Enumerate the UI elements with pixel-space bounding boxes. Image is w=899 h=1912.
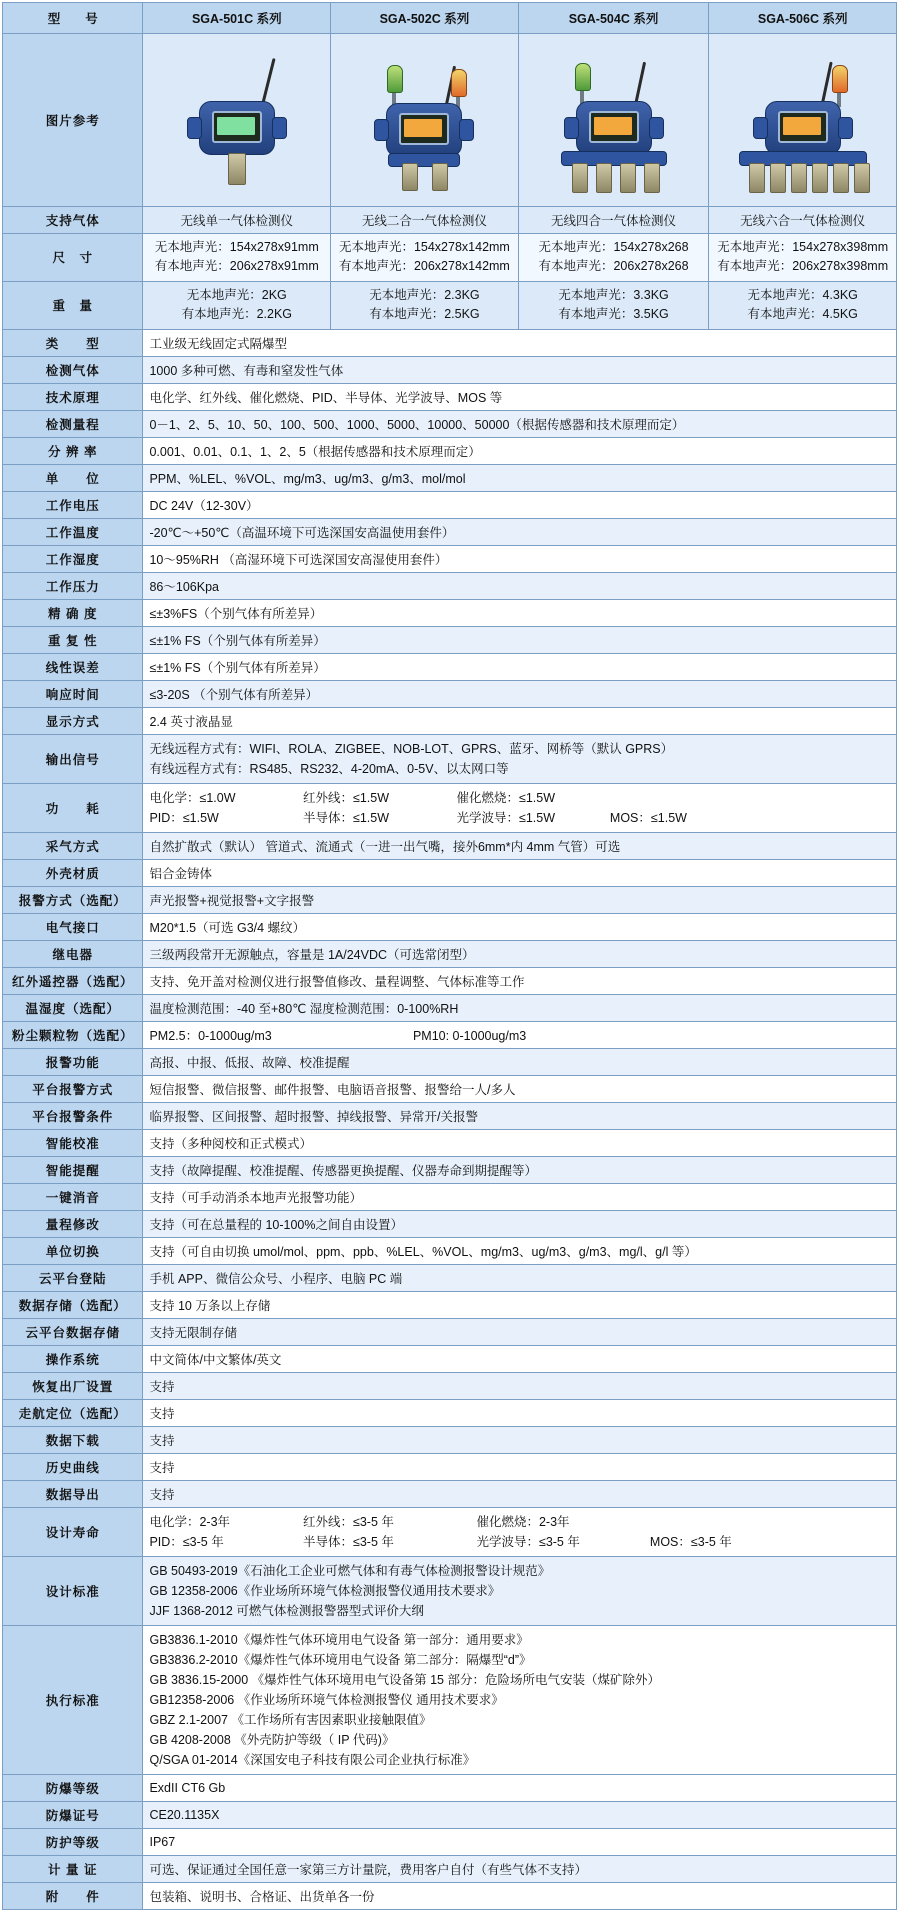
- row-value-mute: 支持（可手动消杀本地声光报警功能）: [143, 1183, 897, 1210]
- size-4-line1: 无本地声光：154x278x398mm: [717, 240, 889, 254]
- table-row-ip-rating: [3, 1828, 897, 1855]
- table-row-factory-reset: [3, 1372, 897, 1399]
- table-row-pictures: [3, 34, 897, 207]
- row-value-type: 工业级无线固定式隔爆型: [143, 329, 897, 356]
- row-label-sampling: 采气方式: [3, 832, 143, 859]
- table-row-platform-alarm-type: [3, 1075, 897, 1102]
- table-row-resolution: [3, 437, 897, 464]
- row-label-platform-alarm-type: 平台报警方式: [3, 1075, 143, 1102]
- table-row-cloud-login: [3, 1264, 897, 1291]
- row-value-ir-remote: 支持、免开盖对检测仪进行报警值修改、量程调整、气体标准等工作: [143, 967, 897, 994]
- table-row-history-curve: [3, 1453, 897, 1480]
- row-value-repeatability: ≤±1% FS（个别气体有所差异）: [143, 626, 897, 653]
- table-row-alarm-function: [3, 1048, 897, 1075]
- table-row-shell-material: [3, 859, 897, 886]
- lifespan-pid: PID：≤3-5 年: [149, 1534, 224, 1549]
- row-label-design-standard: 设计标准: [3, 1556, 143, 1625]
- row-label-output-signal: 输出信号: [3, 734, 143, 783]
- table-row-range-modify: [3, 1210, 897, 1237]
- row-value-cloud-login: 手机 APP、微信公众号、小程序、电脑 PC 端: [143, 1264, 897, 1291]
- row-value-factory-reset: 支持: [143, 1372, 897, 1399]
- table-row-ex-rating: [3, 1774, 897, 1801]
- gas-support-1: 无线单一气体检测仪: [143, 207, 331, 234]
- table-row-accessories: [3, 1882, 897, 1909]
- table-row-alarm-type: [3, 886, 897, 913]
- model-header-4: SGA-506C 系列: [709, 3, 897, 34]
- power-pid: PID：≤1.5W: [149, 810, 219, 825]
- gas-support-4: 无线六合一气体检测仪: [709, 207, 897, 234]
- weight-1-line2: 有本地声光：2.2KG: [181, 307, 292, 322]
- table-row-mute: [3, 1183, 897, 1210]
- table-row-mobile-positioning: [3, 1399, 897, 1426]
- size-3: [518, 234, 709, 282]
- row-label-lifespan: 设计寿命: [3, 1507, 143, 1556]
- row-value-lifespan: [143, 1507, 897, 1556]
- power-ir: 红外线：≤1.5W: [302, 790, 390, 805]
- table-row-unit: [3, 464, 897, 491]
- row-label-work-humidity: 工作湿度: [3, 545, 143, 572]
- table-row-gas-support: [3, 207, 897, 234]
- table-row-response-time: [3, 680, 897, 707]
- row-value-unit: PPM、%LEL、%VOL、mg/m3、ug/m3、g/m3、mol/mol: [143, 464, 897, 491]
- row-value-shell-material: 铝合金铸体: [143, 859, 897, 886]
- row-label-mute: 一键消音: [3, 1183, 143, 1210]
- lifespan-line2: [149, 1532, 890, 1552]
- row-value-response-time: ≤3-20S （个别气体有所差异）: [143, 680, 897, 707]
- table-row-range: [3, 410, 897, 437]
- row-label-principle: 技术原理: [3, 383, 143, 410]
- size-1: [143, 234, 331, 282]
- table-row-dust: [3, 1021, 897, 1048]
- weight-2-line2: 有本地声光：2.5KG: [369, 307, 480, 322]
- weight-4-line1: 无本地声光：4.3KG: [747, 287, 858, 302]
- table-row-metrology-cert: [3, 1855, 897, 1882]
- row-label-work-pressure: 工作压力: [3, 572, 143, 599]
- power-optical: 光学波导：≤1.5W: [456, 810, 555, 825]
- output-line1: 无线远程方式有：WIFI、ROLA、ZIGBEE、NOB-LOT、GPRS、蓝牙、网桥等（默认 GPRS）: [149, 741, 674, 756]
- row-label-repeatability: 重 复 性: [3, 626, 143, 653]
- row-value-mobile-positioning: 支持: [143, 1399, 897, 1426]
- row-value-unit-switch: 支持（可自由切换 umol/mol、ppm、ppb、%LEL、%VOL、mg/m3、ug/m3、g/m3、mg/l、g/l 等）: [143, 1237, 897, 1264]
- exec-std-line-6: GB 4208-2008 《外壳防护等级（ IP 代码)》: [149, 1732, 395, 1747]
- exec-std-line-4: GB12358-2006 《作业场所环境气体检测报警仪 通用技术要求》: [149, 1692, 504, 1707]
- table-row-temp-humidity: [3, 994, 897, 1021]
- size-3-line1: 无本地声光：154x278x268: [538, 240, 689, 254]
- table-row-data-export: [3, 1480, 897, 1507]
- table-row-principle: [3, 383, 897, 410]
- specification-table: [2, 2, 897, 1910]
- row-value-range: 0－1、2、5、10、50、100、500、1000、5000、10000、50000（根据传感器和技术原理而定）: [143, 410, 897, 437]
- table-row-unit-switch: [3, 1237, 897, 1264]
- row-label-unit: 单 位: [3, 464, 143, 491]
- row-value-ex-cert: CE20.1135X: [143, 1801, 897, 1828]
- row-label-range-modify: 量程修改: [3, 1210, 143, 1237]
- table-row-weight: [3, 281, 897, 329]
- row-label-platform-alarm-condition: 平台报警条件: [3, 1102, 143, 1129]
- size-4: [709, 234, 897, 282]
- row-value-principle: 电化学、红外线、催化燃烧、PID、半导体、光学波导、MOS 等: [143, 383, 897, 410]
- table-row-platform-alarm-condition: [3, 1102, 897, 1129]
- row-value-work-pressure: 86～106Kpa: [143, 572, 897, 599]
- row-value-os: 中文简体/中文繁体/英文: [143, 1345, 897, 1372]
- lifespan-line1: [149, 1512, 890, 1532]
- table-row-data-storage: [3, 1291, 897, 1318]
- table-row-accuracy: [3, 599, 897, 626]
- row-label-data-storage: 数据存储（选配）: [3, 1291, 143, 1318]
- row-label-data-export: 数据导出: [3, 1480, 143, 1507]
- table-row-power: [3, 783, 897, 832]
- size-1-line2: 有本地声光：206x278x91mm: [154, 259, 319, 274]
- weight-4-line2: 有本地声光：4.5KG: [747, 307, 858, 322]
- row-value-voltage: DC 24V（12-30V）: [143, 491, 897, 518]
- product-image-506c: [709, 34, 897, 207]
- row-value-resolution: 0.001、0.01、0.1、1、2、5（根据传感器和技术原理而定）: [143, 437, 897, 464]
- row-label-dust: 粉尘颗粒物（选配）: [3, 1021, 143, 1048]
- row-label-smart-calibration: 智能校准: [3, 1129, 143, 1156]
- table-row-size: [3, 234, 897, 282]
- table-row-voltage: [3, 491, 897, 518]
- row-label-response-time: 响应时间: [3, 680, 143, 707]
- size-4-line2: 有本地声光：206x278x398mm: [717, 259, 889, 274]
- row-value-platform-alarm-type: 短信报警、微信报警、邮件报警、电脑语音报警、报警给一人/多人: [143, 1075, 897, 1102]
- table-row-work-humidity: [3, 545, 897, 572]
- row-label-os: 操作系统: [3, 1345, 143, 1372]
- row-value-display: 2.4 英寸液晶显: [143, 707, 897, 734]
- table-row-electrical-interface: [3, 913, 897, 940]
- row-value-electrical-interface: M20*1.5（可选 G3/4 螺纹）: [143, 913, 897, 940]
- row-value-platform-alarm-condition: 临界报警、区间报警、超时报警、掉线报警、异常开/关报警: [143, 1102, 897, 1129]
- weight-3-line2: 有本地声光：3.5KG: [558, 307, 669, 322]
- dust-pm10: PM10: 0-1000ug/m3: [412, 1028, 527, 1043]
- row-value-dust: [143, 1021, 897, 1048]
- table-row-ir-remote: [3, 967, 897, 994]
- row-label-unit-switch: 单位切换: [3, 1237, 143, 1264]
- output-line2: 有线远程方式有：RS485、RS232、4-20mA、0-5V、以太网口等: [149, 761, 509, 776]
- row-label-display: 显示方式: [3, 707, 143, 734]
- row-value-power: [143, 783, 897, 832]
- spec-sheet: [0, 2, 899, 1910]
- row-value-data-storage: 支持 10 万条以上存储: [143, 1291, 897, 1318]
- exec-std-line-7: Q/SGA 01-2014《深国安电子科技有限公司企业执行标准》: [149, 1752, 476, 1767]
- row-label-voltage: 工作电压: [3, 491, 143, 518]
- table-row-cloud-storage: [3, 1318, 897, 1345]
- table-row-smart-reminder: [3, 1156, 897, 1183]
- table-row-design-standard: [3, 1556, 897, 1625]
- row-value-data-download: 支持: [143, 1426, 897, 1453]
- size-1-line1: 无本地声光：154x278x91mm: [154, 240, 319, 254]
- table-row-linearity: [3, 653, 897, 680]
- row-label-metrology-cert: 计 量 证: [3, 1855, 143, 1882]
- row-label-type: 类 型: [3, 329, 143, 356]
- size-2-line2: 有本地声光：206x278x142mm: [338, 259, 510, 274]
- row-value-linearity: ≤±1% FS（个别气体有所差异）: [143, 653, 897, 680]
- row-value-metrology-cert: 可选、保证通过全国任意一家第三方计量院，费用客户自付（有些气体不支持）: [143, 1855, 897, 1882]
- size-3-line2: 有本地声光：206x278x268: [538, 259, 689, 274]
- lifespan-catalytic: 催化燃烧：2-3年: [476, 1514, 570, 1529]
- lifespan-echem: 电化学：2-3年: [149, 1514, 231, 1529]
- row-label-alarm-function: 报警功能: [3, 1048, 143, 1075]
- table-row-sampling: [3, 832, 897, 859]
- row-value-range-modify: 支持（可在总量程的 10-100%之间自由设置）: [143, 1210, 897, 1237]
- table-row-model: [3, 3, 897, 34]
- exec-std-line-5: GBZ 2.1-2007 《工作场所有害因素职业接触限值》: [149, 1712, 432, 1727]
- row-label-work-temp: 工作温度: [3, 518, 143, 545]
- row-label-electrical-interface: 电气接口: [3, 913, 143, 940]
- power-echem: 电化学：≤1.0W: [149, 790, 236, 805]
- row-label-data-download: 数据下载: [3, 1426, 143, 1453]
- power-catalytic: 催化燃烧：≤1.5W: [456, 790, 555, 805]
- row-value-smart-reminder: 支持（故障提醒、校准提醒、传感器更换提醒、仪器寿命到期提醒等）: [143, 1156, 897, 1183]
- row-value-detect-gas: 1000 多种可燃、有毒和窒发性气体: [143, 356, 897, 383]
- row-label-detect-gas: 检测气体: [3, 356, 143, 383]
- row-value-accessories: 包装箱、说明书、合格证、出货单各一份: [143, 1882, 897, 1909]
- lifespan-optical: 光学波导：≤3-5 年: [476, 1534, 580, 1549]
- row-label-smart-reminder: 智能提醒: [3, 1156, 143, 1183]
- table-row-data-download: [3, 1426, 897, 1453]
- lifespan-semi: 半导体：≤3-5 年: [302, 1534, 394, 1549]
- table-row-work-temp: [3, 518, 897, 545]
- row-label-accessories: 附 件: [3, 1882, 143, 1909]
- row-label-range: 检测量程: [3, 410, 143, 437]
- row-label-relay: 继电器: [3, 940, 143, 967]
- row-value-design-standard: [143, 1556, 897, 1625]
- model-header-3: SGA-504C 系列: [518, 3, 709, 34]
- exec-std-line-2: GB3836.2-2010《爆炸性气体环境用电气设备 第二部分：隔爆型“d”》: [149, 1652, 532, 1667]
- model-header-1: SGA-501C 系列: [143, 3, 331, 34]
- row-label-cloud-storage: 云平台数据存储: [3, 1318, 143, 1345]
- weight-3-line1: 无本地声光：3.3KG: [558, 287, 669, 302]
- row-value-exec-standard: [143, 1625, 897, 1774]
- weight-1: [143, 281, 331, 329]
- row-label-exec-standard: 执行标准: [3, 1625, 143, 1774]
- row-value-relay: 三级两段常开无源触点，容量是 1A/24VDC（可选常闭型）: [143, 940, 897, 967]
- row-label-mobile-positioning: 走航定位（选配）: [3, 1399, 143, 1426]
- row-value-alarm-type: 声光报警+视觉报警+文字报警: [143, 886, 897, 913]
- row-value-work-humidity: 10～95%RH （高湿环境下可选深国安高湿使用套件）: [143, 545, 897, 572]
- row-value-history-curve: 支持: [143, 1453, 897, 1480]
- weight-3: [518, 281, 709, 329]
- row-value-accuracy: ≤±3%FS（个别气体有所差异）: [143, 599, 897, 626]
- row-label-size: 尺 寸: [3, 234, 143, 282]
- row-label-ex-rating: 防爆等级: [3, 1774, 143, 1801]
- row-value-ex-rating: ExdII CT6 Gb: [143, 1774, 897, 1801]
- row-label-power: 功 耗: [3, 783, 143, 832]
- design-std-line-2: GB 12358-2006《作业场所环境气体检测报警仪通用技术要求》: [149, 1583, 501, 1598]
- row-label-model: 型 号: [3, 3, 143, 34]
- row-label-history-curve: 历史曲线: [3, 1453, 143, 1480]
- row-value-data-export: 支持: [143, 1480, 897, 1507]
- row-label-ex-cert: 防爆证号: [3, 1801, 143, 1828]
- design-std-line-3: JJF 1368-2012 可燃气体检测报警器型式评价大纲: [149, 1603, 424, 1618]
- row-label-ip-rating: 防护等级: [3, 1828, 143, 1855]
- table-row-work-pressure: [3, 572, 897, 599]
- weight-2-line1: 无本地声光：2.3KG: [369, 287, 480, 302]
- row-value-alarm-function: 高报、中报、低报、故障、校准提醒: [143, 1048, 897, 1075]
- row-value-output-signal: [143, 734, 897, 783]
- row-label-linearity: 线性误差: [3, 653, 143, 680]
- table-row-output-signal: [3, 734, 897, 783]
- row-label-temp-humidity: 温湿度（选配）: [3, 994, 143, 1021]
- row-label-factory-reset: 恢复出厂设置: [3, 1372, 143, 1399]
- weight-4: [709, 281, 897, 329]
- design-std-line-1: GB 50493-2019《石油化工企业可燃气体和有毒气体检测报警设计规范》: [149, 1563, 551, 1578]
- model-header-2: SGA-502C 系列: [331, 3, 519, 34]
- dust-pm25: PM2.5：0-1000ug/m3: [149, 1028, 272, 1043]
- power-line1: [149, 788, 890, 808]
- row-label-gas-support: 支持气体: [3, 207, 143, 234]
- table-row-os: [3, 1345, 897, 1372]
- lifespan-mos: MOS：≤3-5 年: [649, 1534, 732, 1549]
- weight-1-line1: 无本地声光：2KG: [186, 287, 287, 302]
- table-row-exec-standard: [3, 1625, 897, 1774]
- table-row-repeatability: [3, 626, 897, 653]
- table-row-display: [3, 707, 897, 734]
- table-row-type: [3, 329, 897, 356]
- row-value-cloud-storage: 支持无限制存储: [143, 1318, 897, 1345]
- row-label-shell-material: 外壳材质: [3, 859, 143, 886]
- gas-support-3: 无线四合一气体检测仪: [518, 207, 709, 234]
- row-label-cloud-login: 云平台登陆: [3, 1264, 143, 1291]
- row-value-sampling: 自然扩散式（默认） 管道式、流通式（一进一出气嘴，接外6mm*内 4mm 气管）可选: [143, 832, 897, 859]
- exec-std-line-3: GB 3836.15-2000 《爆炸性气体环境用电气设备第 15 部分：危险场所电气安装（煤矿除外）: [149, 1672, 660, 1687]
- lifespan-ir: 红外线：≤3-5 年: [302, 1514, 394, 1529]
- exec-std-line-1: GB3836.1-2010《爆炸性气体环境用电气设备 第一部分：通用要求》: [149, 1632, 529, 1647]
- row-value-smart-calibration: 支持（多种阅校和正式模式）: [143, 1129, 897, 1156]
- size-2-line1: 无本地声光：154x278x142mm: [338, 240, 510, 254]
- gas-support-2: 无线二合一气体检测仪: [331, 207, 519, 234]
- table-row-detect-gas: [3, 356, 897, 383]
- table-row-smart-calibration: [3, 1129, 897, 1156]
- row-label-resolution: 分 辨 率: [3, 437, 143, 464]
- row-value-temp-humidity: 温度检测范围：-40 至+80℃ 湿度检测范围：0-100%RH: [143, 994, 897, 1021]
- power-line2: [149, 808, 890, 828]
- weight-2: [331, 281, 519, 329]
- table-row-lifespan: [3, 1507, 897, 1556]
- product-image-501c: [143, 34, 331, 207]
- table-row-ex-cert: [3, 1801, 897, 1828]
- row-label-alarm-type: 报警方式（选配）: [3, 886, 143, 913]
- power-semi: 半导体：≤1.5W: [302, 810, 390, 825]
- row-label-accuracy: 精 确 度: [3, 599, 143, 626]
- row-label-picture: 图片参考: [3, 34, 143, 207]
- row-value-ip-rating: IP67: [143, 1828, 897, 1855]
- product-image-502c: [331, 34, 519, 207]
- power-mos: MOS：≤1.5W: [609, 810, 687, 825]
- product-image-504c: [518, 34, 709, 207]
- row-value-work-temp: -20℃～+50℃（高温环境下可选深国安高温使用套件）: [143, 518, 897, 545]
- row-label-ir-remote: 红外遥控器（选配）: [3, 967, 143, 994]
- table-row-relay: [3, 940, 897, 967]
- row-label-weight: 重 量: [3, 281, 143, 329]
- size-2: [331, 234, 519, 282]
